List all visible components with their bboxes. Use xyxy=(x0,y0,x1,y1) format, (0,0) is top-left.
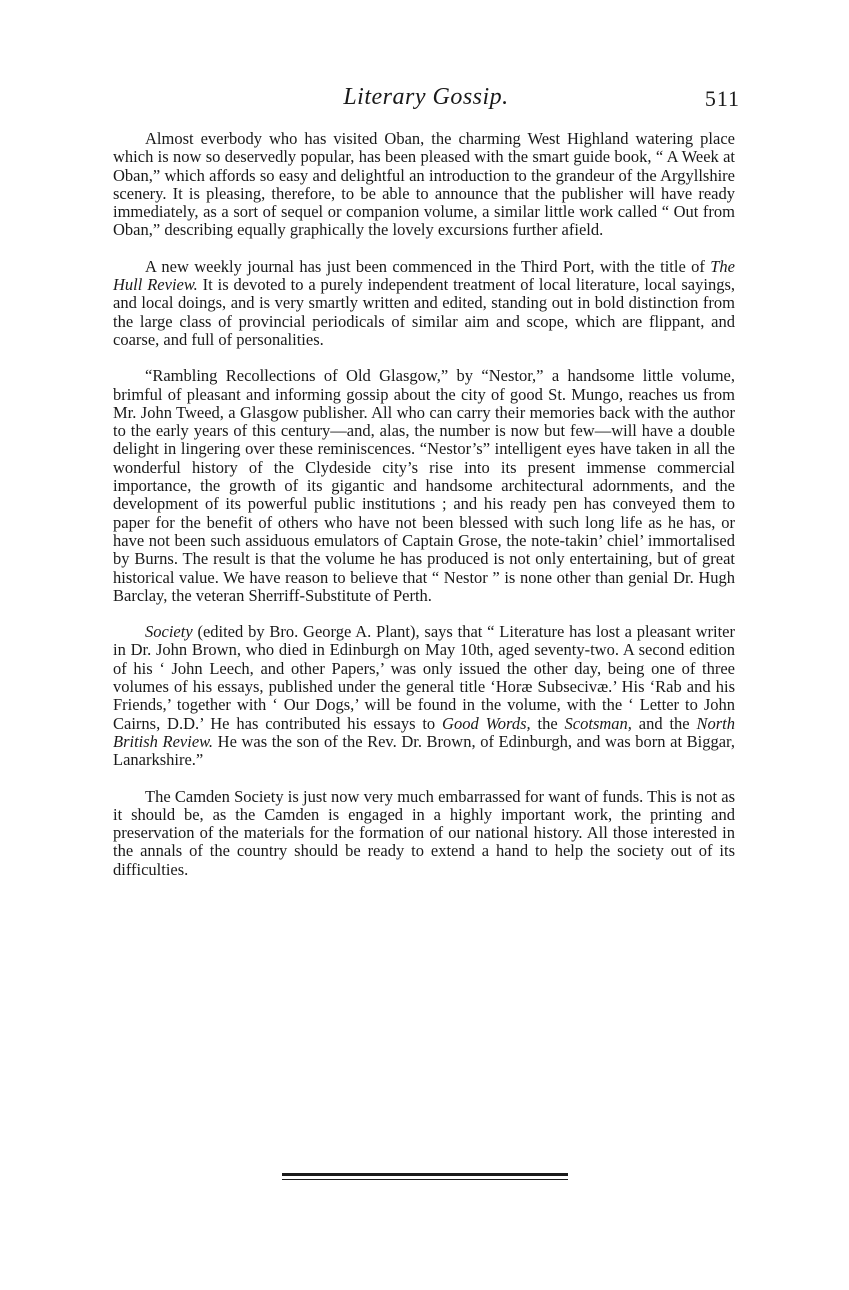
journal-title: Scotsman, xyxy=(564,713,632,733)
journal-title: Society xyxy=(145,622,193,642)
paragraph-text: He was the son of the Rev. Dr. Brown, of Edinburgh, and was born at Biggar, Lanarkshire.” xyxy=(113,731,735,770)
running-title: Literary Gossip. xyxy=(343,84,509,110)
end-rule xyxy=(282,1173,568,1180)
paragraph-text: The Camden Society is just now very much embarrassed for want of funds. This is not as it should be, as the Camden is engaged in a highly important work, the printing and preservation of the materials for the formation of our national history. All those interested in the annals of the country should be ready to extend a hand to help the society out of its difficulties. xyxy=(113,786,735,879)
paragraph-text: “Rambling Recollections of Old Glasgow,” by “Nestor,” a handsome little volume, brimful of pleasant and informing gossip about the city of good St. Mungo, reaches us from Mr. John Tweed, a Glasgow publisher. All who can carry their memories back with the author to the early years of this century—and, alas, the number is now but few—will have a double delight in lingering over these reminiscences. “Nestor’s” intelligent eyes have taken in all the wonderful history of the Clydeside city’s rise into its present immense commercial importance, the growth of its gigantic and handsome architectural adornments, and the development of its powerful public institutions ; and his ready pen has conveyed them to paper for the benefit of others who have not been blessed with such long life as he has, or have not been such assiduous emulators of Captain Grose, the note-takin’ chiel’ immortalised by Burns. The result is that the volume he has produced is not only entertaining, but of great historical value. We have reason to believe that “ Nestor ” is none other than genial Dr. Hugh Barclay, the veteran Sherriff-Substitute of Perth. xyxy=(113,366,735,605)
paragraph-text: and the xyxy=(631,713,697,733)
page-number: 511 xyxy=(704,86,740,111)
paragraph-nestor xyxy=(113,367,735,605)
paragraph-text: the xyxy=(530,713,565,733)
paragraph-text: A new weekly journal has just been commenced in the Third Port, with the title of xyxy=(145,256,711,276)
paragraph-text: Almost everbody who has visited Oban, the charming West Highland watering place which is now so deservedly popular, has been pleased with the smart guide book, “ A Week at Oban,” which affords so easy and delightful an introduction to the grandeur of the Argyllshire scenery. It is pleasing, therefore, to be able to announce that the publisher will have ready immediately, as a sort of sequel or companion volume, a similar little work called “ Out from Oban,” describing equally graphically the lovely excursions further afield. xyxy=(113,129,735,240)
journal-title: North British Review. xyxy=(113,713,735,751)
paragraph-text: It is devoted to a purely independent treatment of local literature, local sayings, and local doings, and is very smartly written and edited, standing out in bold distinction from the large class of provincial periodicals of similar aim and scope, which are flippant, and coarse, and full of personalities. xyxy=(113,275,735,349)
journal-title: Good Words, xyxy=(442,713,531,733)
journal-title: The Hull Review. xyxy=(113,256,735,295)
end-rule-thin xyxy=(282,1179,568,1180)
paragraph-hull-review xyxy=(113,258,735,349)
paragraph-text: (edited by Bro. George A. Plant), says that “ Literature has lost a pleasant writer in Dr. John Brown, who died in Edinburgh on May 10th, aged seventy-two. A second edition of his ‘ John Leech, and other Papers,’ was only issued the other day, being one of three volumes of his essays, published under the general title ‘Horæ Subsecivæ.’ His ‘Rab and his Friends,’ together with ‘ Our Dogs,’ will be found in the volume, with the ‘ Letter to John Cairns, D.D.’ He has contributed his essays to xyxy=(113,622,735,733)
paragraph-oban xyxy=(113,130,735,240)
paragraph-society xyxy=(113,623,735,769)
end-rule-thick xyxy=(282,1173,568,1176)
article-body xyxy=(113,130,735,897)
paragraph-camden xyxy=(113,788,735,879)
running-head xyxy=(112,84,740,120)
